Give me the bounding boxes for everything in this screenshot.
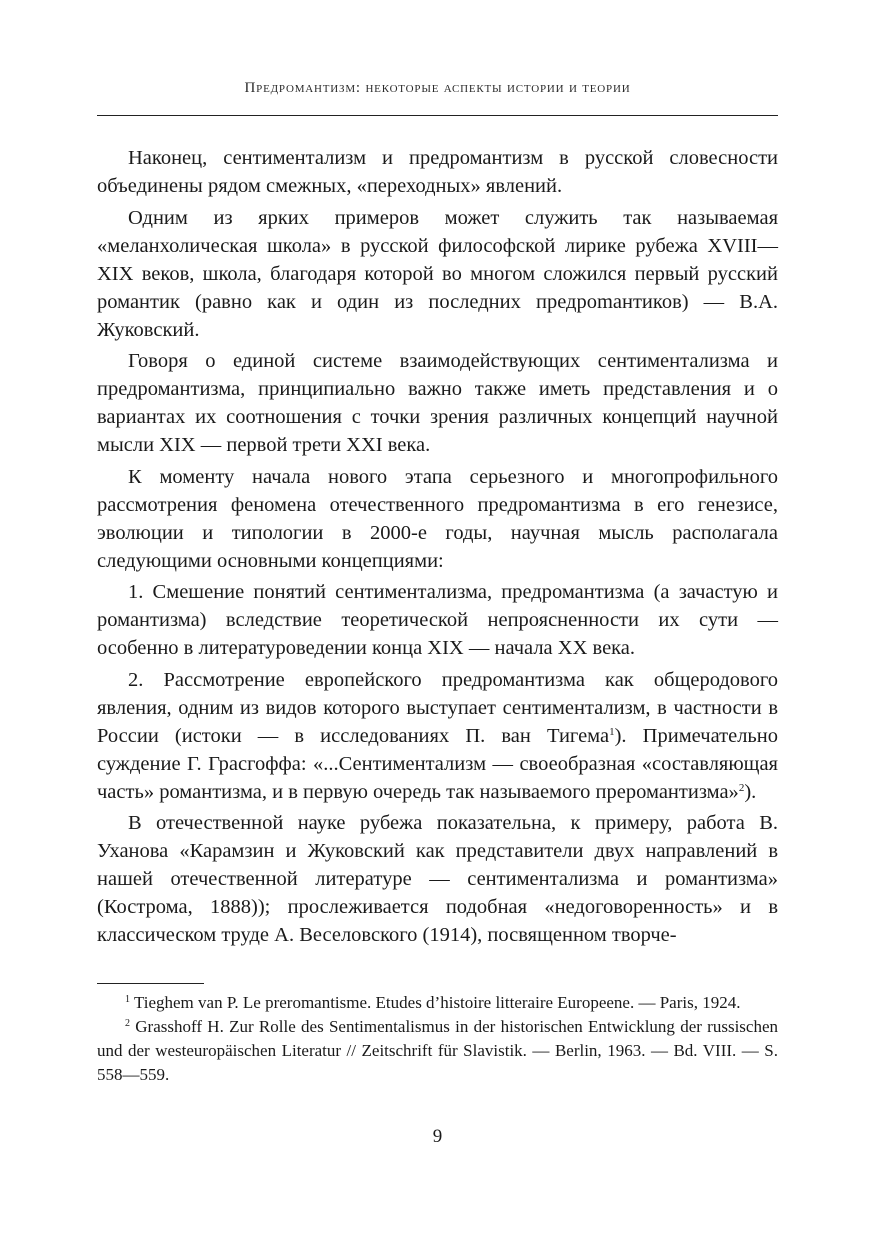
paragraph: 2. Рассмотрение европейского предромантизма как общеродового явления, одним из видов которого выступает сентиментализм, в частности в России (истоки — в исследованиях П. ван Тигема$^1$). Примечательно суждение Г. Грасгоффа: «...Сентиментализм — своеобразная «составляющая часть» романтизма, и в первую очередь так называемого преромантизма»$^2$). [97,668,778,803]
paragraph: Наконец, сентиментализм и предромантизм в русской словесности объединены рядом смежных, «переходных» явлений. [97,147,778,197]
paragraph: Одним из ярких примеров может служить так называемая «меланхолическая школа» в русской философской лирике рубежа XVIII—XIX веков, школа, благодаря которой во многом сложился первый русский романтик (равно как и один из последних предроmантиков) — В.А. Жуковский. [97,206,778,341]
main-text [97,144,778,953]
footnote-text: Grasshoff H. Zur Rolle des Sentimentalismus in der historischen Entwicklung der russischen und der westeuropäischen Literatur // Zeitschrift für Slavistik. — Berlin, 1963. — Bd. VIII. — S. 558—559. [97,1017,778,1084]
footnote-ref-1[interactable]: 1 [609,725,615,738]
footnote-mark: 1 [125,994,130,1005]
footnote-ref-2[interactable]: 2 [738,781,745,794]
paragraph: 1. Смешение понятий сентиментализма, предромантизма (а зачастую и романтизма) вследствие теоретической непроясненности их сути — особенно в литературоведении конца XIX — начала XX века. [97,581,778,659]
paragraph: Говоря о единой системе взаимодействующих сентиментализма и предромантизма, принципиально важно также иметь представления и о вариантах их соотношения с точки зрения различных концепций научной мысли XIX — первой трети XXI века. [97,350,778,456]
footnote-mark: 2 [125,1018,130,1029]
footnote [97,1015,778,1087]
running-head: Предромантизм: некоторые аспекты истории и теории [244,80,631,96]
paragraph: В отечественной науке рубежа показательна, к примеру, работа В. Уханова «Карамзин и Жуковский как представители двух направлений в нашей отечественной литературе — сентиментализма и романтизма» (Кострома, 1888)); прослеживается подобная «недоговоренность» и в классическом труде А. Веселовского (1914), посвященном творче- [97,812,778,946]
paragraph: К моменту начала нового этапа серьезного и многопрофильного рассмотрения феномена отечественного предромантизма в его генезисе, эволюции и типологии в 2000-е годы, научная мысль располагала следующими основными концепциями: [97,465,778,572]
page-number: 9 [432,1126,443,1147]
footnote-text: Tieghem van P. Le preromantisme. Etudes d’histoire litteraire Europeene. — Paris, 1924. [133,993,741,1012]
footnote-separator [97,983,204,984]
header-rule [97,115,778,116]
footnote [97,991,778,1015]
footnotes [97,991,778,1087]
